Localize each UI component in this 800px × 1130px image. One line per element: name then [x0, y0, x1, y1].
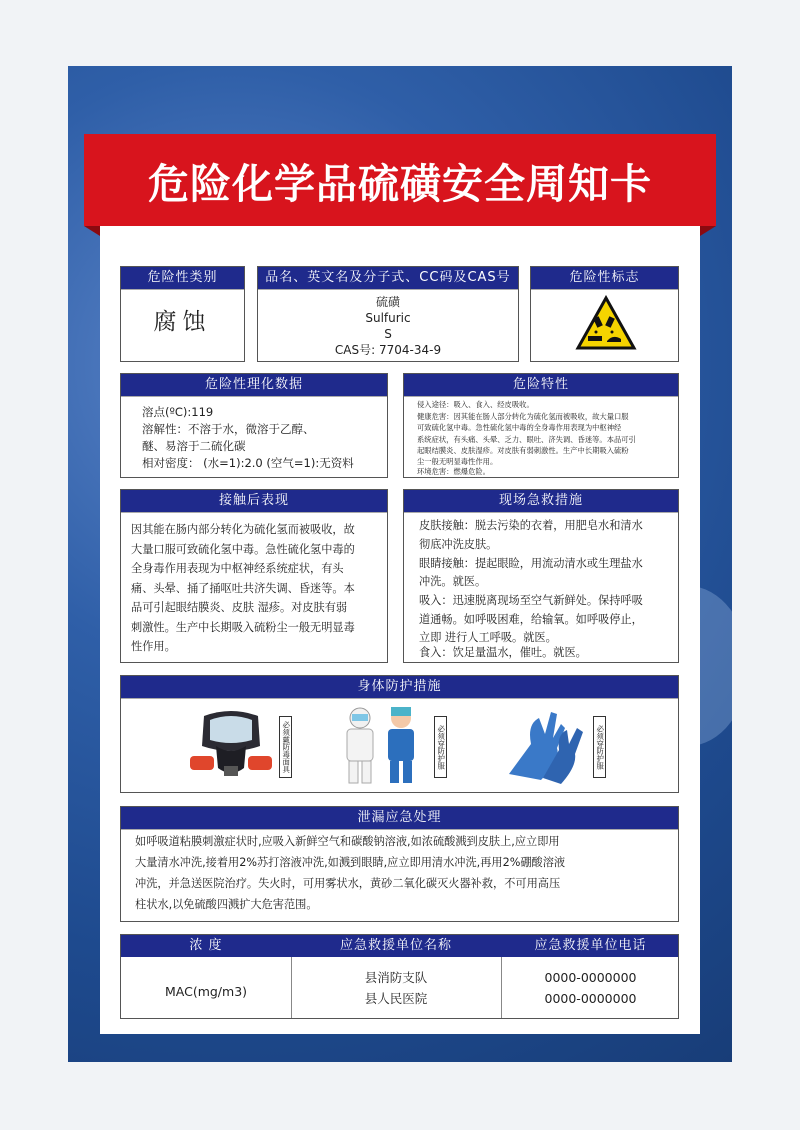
- corrosive-warning-icon: [575, 295, 637, 351]
- banner-fold: [84, 226, 100, 236]
- hazard-feature-line: 尘一般无明显毒性作用。: [417, 457, 498, 466]
- leak-line: 冲洗，并急送医院治疗。失火时，可用雾状水，黄砂二氧化碳灭火器补救，不可用高压: [135, 877, 561, 890]
- first-aid-line: 立即 进行人工呼吸。就医。: [419, 631, 557, 644]
- physchem-line: 相对密度： (水=1):2.0 (空气=1):无资料: [142, 456, 354, 470]
- symptom-line: 刺激性。生产中长期吸入硫粉尘一般无明显毒: [131, 621, 355, 634]
- symptoms-header: 接触后表现: [121, 490, 387, 512]
- protection-tag: 必须穿防护服: [593, 716, 606, 778]
- leak-line: 大量清水冲洗,接着用2%苏打溶液冲洗,如溅到眼睛,应立即用清水冲洗,再用2%硼酸溶液: [135, 856, 566, 869]
- hazard-feature-line: 环境危害：燃爆危险。: [417, 467, 490, 476]
- leak-header: 泄漏应急处理: [121, 807, 678, 829]
- concentration-value: MAC(mg/m3): [164, 984, 248, 999]
- first-aid-box: [403, 489, 679, 663]
- gas-mask-icon: [186, 706, 276, 786]
- leak-line: 柱状水,以免硫酸四溅扩大危害范围。: [135, 898, 318, 911]
- protection-header: 身体防护措施: [121, 676, 678, 698]
- first-aid-line: 彻底冲洗皮肤。: [419, 538, 498, 551]
- protection-tag: 必须戴防毒面具: [279, 716, 292, 778]
- en-name: Sulfuric: [365, 311, 411, 325]
- symptom-line: 因其能在肠内部分转化为硫化氢而被吸收，故: [131, 523, 355, 536]
- unit-name: 县人民医院: [364, 991, 428, 1006]
- hazard-feature-line: 起眼结膜炎、皮肤湿疹。对皮肤有弱刺激性。生产中长期吸入硫粉: [417, 446, 629, 455]
- hazard-class-value: 腐蚀: [153, 309, 212, 335]
- first-aid-line: 道通畅。如呼吸困难，给输氧。如呼吸停止，: [419, 613, 643, 626]
- hazard-feature-line: 健康危害：因其能在肠人部分转化为硫化氢而被吸收，故大量口服: [417, 412, 629, 421]
- hazard-feature-line: 系统症状，有头痛、头晕、乏力、眼吐、济失调、昏迷等。本品可引: [417, 435, 636, 444]
- hazard-features-box: [403, 373, 679, 478]
- hazard-feature-line: 可致硫化氢中毒。急性硫化氢中毒的全身毒作用表现为中枢神经: [417, 423, 622, 432]
- protective-suit-icon: [333, 704, 429, 788]
- symptom-line: 大量口服可致硫化氢中毒。急性硫化氢中毒的: [131, 543, 355, 556]
- column-header: 浓 度: [189, 938, 223, 953]
- hazard-sign-box: [530, 266, 679, 362]
- first-aid-header: 现场急救措施: [404, 490, 678, 512]
- unit-phone: 0000-0000000: [544, 991, 637, 1006]
- symptom-line: 品可引起眼结膜炎、皮肤 湿疹。对皮肤有弱: [131, 601, 348, 614]
- symptoms-box: [120, 489, 388, 663]
- banner-fold: [700, 226, 716, 236]
- physchem-box: [120, 373, 388, 478]
- hazard-feature-line: 侵入途径：吸入、食入、经皮吸收。: [417, 400, 534, 409]
- protection-tag: 必须穿防护服: [434, 716, 447, 778]
- leak-box: [120, 806, 679, 922]
- unit-name: 县消防支队: [364, 970, 428, 985]
- cas-number: CAS号: 7704-34-9: [334, 343, 442, 357]
- column-header: 应急救援单位名称: [339, 938, 452, 953]
- hazard-sign-header: 危险性标志: [531, 267, 678, 289]
- names-header: 品名、英文名及分子式、CC码及CAS号: [258, 267, 518, 289]
- protective-gloves-icon: [501, 704, 591, 788]
- first-aid-line: 吸入：迅速脱离现场至空气新鲜处。保持呼吸: [419, 594, 643, 607]
- physchem-line: 醚、易溶于二硫化碳: [142, 439, 246, 453]
- hazard-class-box: [120, 266, 245, 362]
- first-aid-line: 皮肤接触：脱去污染的衣着，用肥皂水和清水: [419, 519, 643, 532]
- column-header: 应急救援单位电话: [534, 938, 647, 953]
- protection-box: [120, 675, 679, 793]
- first-aid-line: 冲洗。就医。: [419, 575, 487, 588]
- symptom-line: 性作用。: [131, 640, 176, 653]
- emergency-table: [120, 934, 679, 1019]
- hazard-class-header: 危险性类别: [121, 267, 244, 289]
- formula: S: [384, 327, 392, 341]
- hazard-features-header: 危险特性: [404, 374, 678, 396]
- physchem-header: 危险性理化数据: [121, 374, 387, 396]
- symptom-line: 全身毒作用表现为中枢神经系统症状，有头: [131, 562, 344, 575]
- unit-phone: 0000-0000000: [544, 970, 637, 985]
- leak-line: 如呼吸道粘膜刺激症状时,应吸入新鲜空气和碳酸钠溶液,如浓硫酸溅到皮肤上,应立即用: [135, 835, 560, 848]
- physchem-line: 溶解性：不溶于水，微溶于乙醇、: [142, 422, 315, 436]
- first-aid-line: 食入：饮足量温水，催吐。就医。: [419, 646, 587, 659]
- page-title: 危险化学品硫磺安全周知卡: [148, 159, 652, 208]
- first-aid-line: 眼睛接触：提起眼睑，用流动清水或生理盐水: [419, 557, 643, 570]
- names-box: [257, 266, 519, 362]
- symptom-line: 痛、头晕、捅了捅呕吐共济失调、昏迷等。本: [131, 582, 355, 595]
- physchem-line: 溶点(ºC):119: [142, 405, 214, 419]
- cn-name: 硫磺: [375, 295, 400, 309]
